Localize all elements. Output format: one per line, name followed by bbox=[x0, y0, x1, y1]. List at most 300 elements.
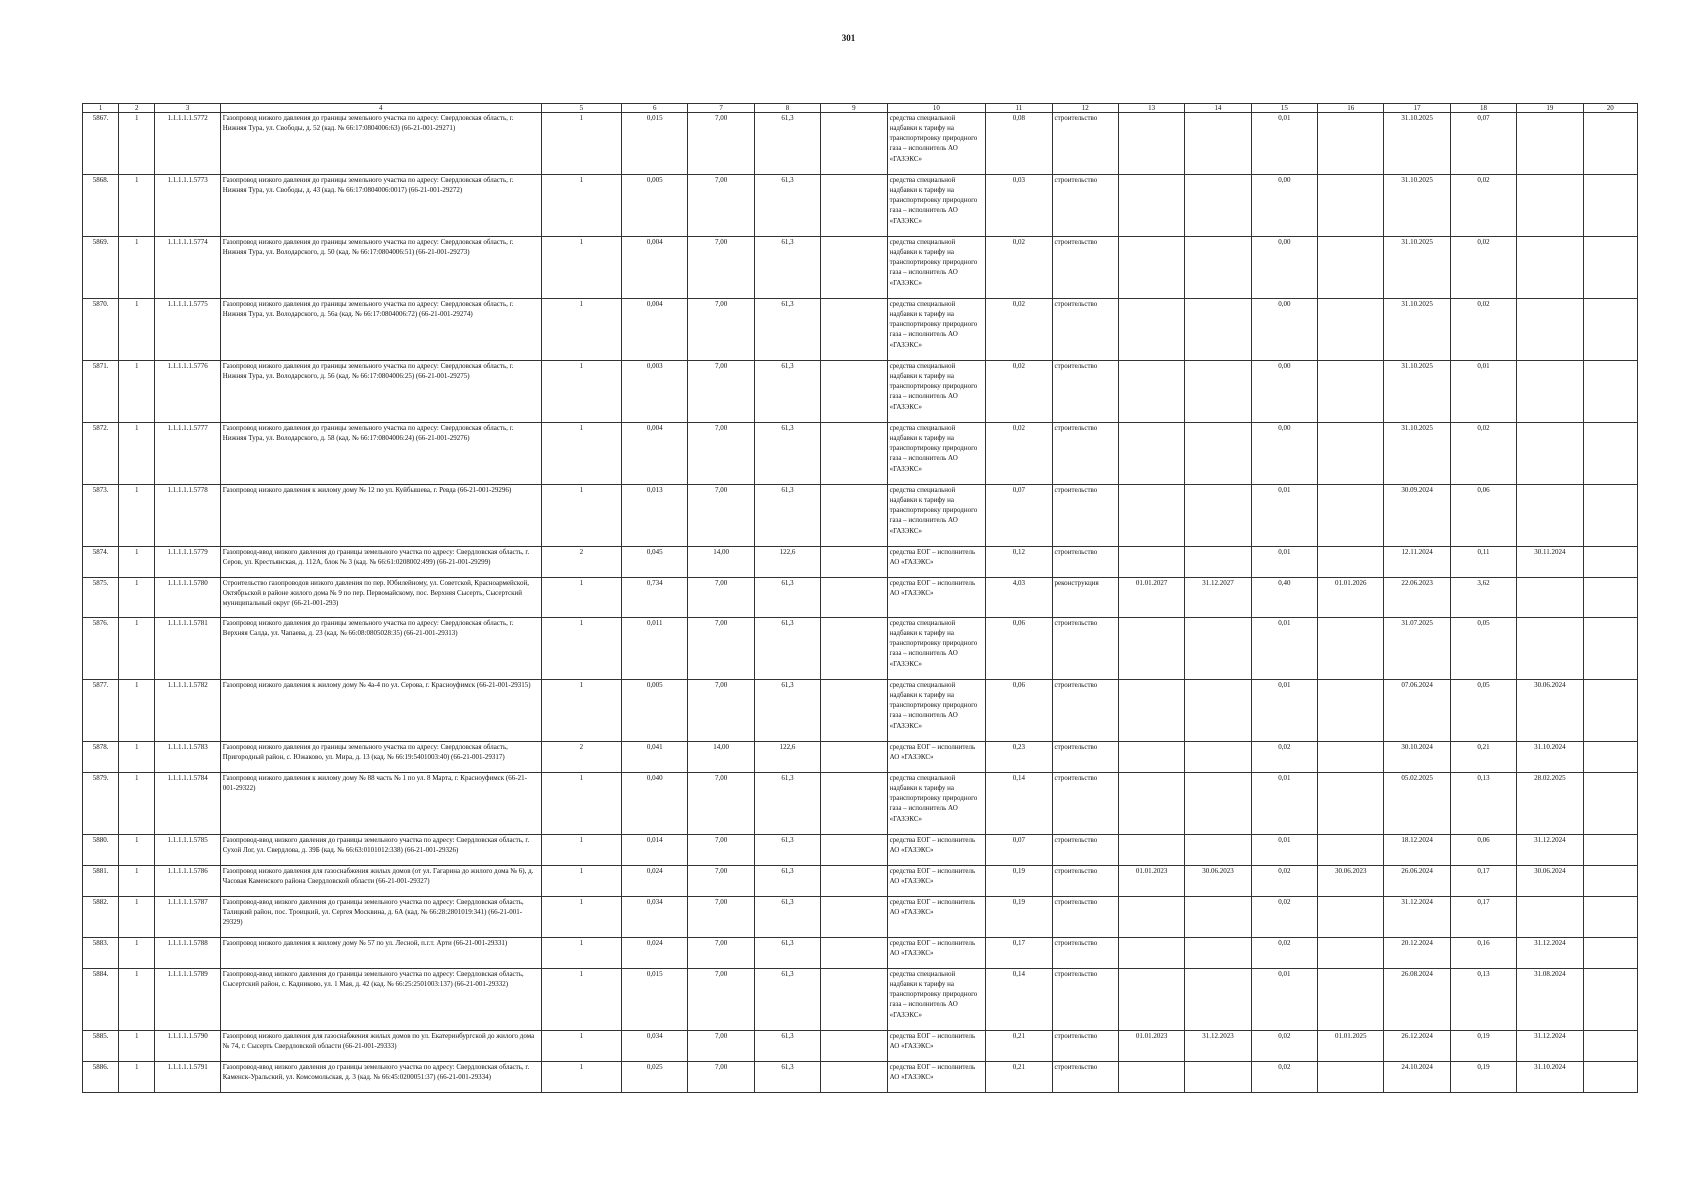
object-code: 1.1.1.1.1.5787 bbox=[155, 897, 220, 938]
object-description: Газопровод низкого давления до границы земельного участка по адресу: Свердловская область, г. Нижняя Тура, ул. Володарского, д. 50 (кад. № 66:17:0804006:51) (66-21-001-29273) bbox=[220, 237, 541, 299]
col-20-value bbox=[1583, 938, 1637, 969]
col-2-value: 1 bbox=[119, 773, 155, 835]
col-6-value: 0,024 bbox=[622, 938, 688, 969]
funding-source: средства специальной надбавки к тарифу на транспортировку природного газа – исполнитель АО «ГАЗЭКС» bbox=[887, 361, 986, 423]
col-15-value: 0,01 bbox=[1251, 680, 1317, 742]
col-9-value bbox=[821, 547, 887, 578]
column-header: 18 bbox=[1450, 104, 1516, 113]
col-17-date: 07.06.2024 bbox=[1384, 680, 1450, 742]
col-16-date bbox=[1318, 618, 1384, 680]
object-description: Газопровод низкого давления для газоснабжения жилых домов (от ул. Гагарина до жилого дома № 6), д. Часовая Каменского района Свердловской области (66-21-001-29327) bbox=[220, 866, 541, 897]
col-7-value: 7,00 bbox=[688, 1031, 754, 1062]
col-11-value: 0,19 bbox=[986, 897, 1052, 938]
table-row bbox=[83, 618, 1638, 680]
col-16-date: 01.01.2025 bbox=[1318, 1031, 1384, 1062]
col-7-value: 7,00 bbox=[688, 361, 754, 423]
object-code: 1.1.1.1.1.5778 bbox=[155, 485, 220, 547]
col-19-date bbox=[1517, 361, 1583, 423]
table-row bbox=[83, 423, 1638, 485]
col-7-value: 7,00 bbox=[688, 423, 754, 485]
row-number: 5885. bbox=[83, 1031, 119, 1062]
object-code: 1.1.1.1.1.5779 bbox=[155, 547, 220, 578]
col-16-date bbox=[1318, 485, 1384, 547]
col-18-value: 0,02 bbox=[1450, 175, 1516, 237]
col-8-value: 61,3 bbox=[754, 835, 820, 866]
column-header: 3 bbox=[155, 104, 220, 113]
col-9-value bbox=[821, 1062, 887, 1093]
col-6-value: 0,034 bbox=[622, 897, 688, 938]
col-14-date: 30.06.2023 bbox=[1185, 866, 1251, 897]
object-code: 1.1.1.1.1.5773 bbox=[155, 175, 220, 237]
table-row bbox=[83, 1062, 1638, 1093]
col-7-value: 7,00 bbox=[688, 237, 754, 299]
col-7-value: 7,00 bbox=[688, 897, 754, 938]
work-type: строительство bbox=[1052, 485, 1118, 547]
col-20-value bbox=[1583, 1062, 1637, 1093]
col-8-value: 61,3 bbox=[754, 423, 820, 485]
col-13-date bbox=[1118, 175, 1184, 237]
col-2-value: 1 bbox=[119, 969, 155, 1031]
col-7-value: 7,00 bbox=[688, 969, 754, 1031]
col-13-date bbox=[1118, 938, 1184, 969]
col-5-value: 1 bbox=[541, 299, 621, 361]
col-14-date bbox=[1185, 485, 1251, 547]
col-7-value: 7,00 bbox=[688, 113, 754, 175]
col-2-value: 1 bbox=[119, 742, 155, 773]
table-row bbox=[83, 1031, 1638, 1062]
col-13-date bbox=[1118, 1062, 1184, 1093]
col-5-value: 1 bbox=[541, 938, 621, 969]
funding-source: средства специальной надбавки к тарифу на транспортировку природного газа – исполнитель АО «ГАЗЭКС» bbox=[887, 423, 986, 485]
object-code: 1.1.1.1.1.5791 bbox=[155, 1062, 220, 1093]
col-18-value: 0,06 bbox=[1450, 485, 1516, 547]
row-number: 5882. bbox=[83, 897, 119, 938]
table-row bbox=[83, 835, 1638, 866]
col-19-date bbox=[1517, 485, 1583, 547]
object-code: 1.1.1.1.1.5780 bbox=[155, 578, 220, 618]
col-8-value: 61,3 bbox=[754, 578, 820, 618]
col-20-value bbox=[1583, 1031, 1637, 1062]
table-row bbox=[83, 361, 1638, 423]
col-5-value: 1 bbox=[541, 866, 621, 897]
col-15-value: 0,01 bbox=[1251, 969, 1317, 1031]
col-9-value bbox=[821, 742, 887, 773]
column-header: 2 bbox=[119, 104, 155, 113]
funding-source: средства специальной надбавки к тарифу на транспортировку природного газа – исполнитель АО «ГАЗЭКС» bbox=[887, 680, 986, 742]
work-type: строительство bbox=[1052, 299, 1118, 361]
col-15-value: 0,01 bbox=[1251, 835, 1317, 866]
object-description: Газопровод низкого давления к жилому дому № 57 по ул. Лесной, п.г.т. Арти (66-21-001-29331) bbox=[220, 938, 541, 969]
table-row bbox=[83, 578, 1638, 618]
col-7-value: 7,00 bbox=[688, 866, 754, 897]
col-19-date: 31.12.2024 bbox=[1517, 1031, 1583, 1062]
col-9-value bbox=[821, 423, 887, 485]
col-15-value: 0,01 bbox=[1251, 618, 1317, 680]
col-5-value: 1 bbox=[541, 773, 621, 835]
col-8-value: 122,6 bbox=[754, 547, 820, 578]
col-15-value: 0,00 bbox=[1251, 423, 1317, 485]
col-5-value: 1 bbox=[541, 969, 621, 1031]
funding-source: средства ЕОГ – исполнитель АО «ГАЗЭКС» bbox=[887, 1031, 986, 1062]
col-17-date: 26.06.2024 bbox=[1384, 866, 1450, 897]
row-number: 5872. bbox=[83, 423, 119, 485]
col-9-value bbox=[821, 618, 887, 680]
object-description: Газопровод низкого давления до границы земельного участка по адресу: Свердловская область, г. Нижняя Тура, ул. Володарского, д. 56а (кад. № 66:17:0804006:72) (66-21-001-29274) bbox=[220, 299, 541, 361]
work-type: строительство bbox=[1052, 1062, 1118, 1093]
object-code: 1.1.1.1.1.5775 bbox=[155, 299, 220, 361]
col-18-value: 0,05 bbox=[1450, 680, 1516, 742]
col-2-value: 1 bbox=[119, 1062, 155, 1093]
funding-source: средства ЕОГ – исполнитель АО «ГАЗЭКС» bbox=[887, 835, 986, 866]
col-11-value: 0,06 bbox=[986, 618, 1052, 680]
col-8-value: 61,3 bbox=[754, 680, 820, 742]
column-header: 6 bbox=[622, 104, 688, 113]
column-header: 1 bbox=[83, 104, 119, 113]
work-type: строительство bbox=[1052, 423, 1118, 485]
col-20-value bbox=[1583, 835, 1637, 866]
col-14-date bbox=[1185, 897, 1251, 938]
table-row bbox=[83, 969, 1638, 1031]
col-15-value: 0,02 bbox=[1251, 742, 1317, 773]
column-header: 12 bbox=[1052, 104, 1118, 113]
col-6-value: 0,005 bbox=[622, 680, 688, 742]
col-5-value: 1 bbox=[541, 113, 621, 175]
row-number: 5879. bbox=[83, 773, 119, 835]
work-type: строительство bbox=[1052, 897, 1118, 938]
col-13-date bbox=[1118, 485, 1184, 547]
row-number: 5874. bbox=[83, 547, 119, 578]
col-19-date bbox=[1517, 423, 1583, 485]
row-number: 5870. bbox=[83, 299, 119, 361]
table-row bbox=[83, 938, 1638, 969]
object-description: Газопровод низкого давления до границы земельного участка по адресу: Свердловская область, Пригородный район, с. Южаково, ул. Мира, д. 13 (кад. № 66:19:5401003:40) (66-21-001-29317) bbox=[220, 742, 541, 773]
col-9-value bbox=[821, 938, 887, 969]
object-description: Газопровод низкого давления до границы земельного участка по адресу: Свердловская область, г. Нижняя Тура, ул. Свободы, д. 52 (кад. № 66:17:0804006:63) (66-21-001-29271) bbox=[220, 113, 541, 175]
col-6-value: 0,025 bbox=[622, 1062, 688, 1093]
row-number: 5868. bbox=[83, 175, 119, 237]
col-7-value: 7,00 bbox=[688, 175, 754, 237]
row-number: 5884. bbox=[83, 969, 119, 1031]
col-14-date bbox=[1185, 299, 1251, 361]
work-type: строительство bbox=[1052, 742, 1118, 773]
object-code: 1.1.1.1.1.5789 bbox=[155, 969, 220, 1031]
col-19-date: 30.06.2024 bbox=[1517, 680, 1583, 742]
col-6-value: 0,014 bbox=[622, 835, 688, 866]
col-19-date: 30.06.2024 bbox=[1517, 866, 1583, 897]
col-19-date bbox=[1517, 578, 1583, 618]
col-9-value bbox=[821, 897, 887, 938]
registry-table bbox=[82, 103, 1638, 1093]
col-14-date bbox=[1185, 969, 1251, 1031]
col-6-value: 0,045 bbox=[622, 547, 688, 578]
col-17-date: 26.12.2024 bbox=[1384, 1031, 1450, 1062]
object-code: 1.1.1.1.1.5782 bbox=[155, 680, 220, 742]
col-17-date: 30.10.2024 bbox=[1384, 742, 1450, 773]
column-header: 11 bbox=[986, 104, 1052, 113]
col-14-date bbox=[1185, 835, 1251, 866]
col-5-value: 2 bbox=[541, 742, 621, 773]
col-11-value: 0,19 bbox=[986, 866, 1052, 897]
row-number: 5875. bbox=[83, 578, 119, 618]
col-14-date bbox=[1185, 113, 1251, 175]
col-19-date: 31.10.2024 bbox=[1517, 1062, 1583, 1093]
object-description: Газопровод низкого давления до границы земельного участка по адресу: Свердловская область, г. Нижняя Тура, ул. Володарского, д. 58 (кад. № 66:17:0804006:24) (66-21-001-29276) bbox=[220, 423, 541, 485]
col-14-date bbox=[1185, 742, 1251, 773]
col-17-date: 24.10.2024 bbox=[1384, 1062, 1450, 1093]
funding-source: средства ЕОГ – исполнитель АО «ГАЗЭКС» bbox=[887, 547, 986, 578]
col-2-value: 1 bbox=[119, 680, 155, 742]
col-16-date bbox=[1318, 547, 1384, 578]
object-code: 1.1.1.1.1.5777 bbox=[155, 423, 220, 485]
col-13-date bbox=[1118, 969, 1184, 1031]
col-5-value: 1 bbox=[541, 237, 621, 299]
col-11-value: 0,07 bbox=[986, 485, 1052, 547]
col-17-date: 31.12.2024 bbox=[1384, 897, 1450, 938]
col-16-date bbox=[1318, 680, 1384, 742]
col-11-value: 0,23 bbox=[986, 742, 1052, 773]
col-15-value: 0,00 bbox=[1251, 299, 1317, 361]
work-type: строительство bbox=[1052, 361, 1118, 423]
col-13-date bbox=[1118, 237, 1184, 299]
col-14-date bbox=[1185, 1062, 1251, 1093]
col-20-value bbox=[1583, 423, 1637, 485]
funding-source: средства специальной надбавки к тарифу на транспортировку природного газа – исполнитель АО «ГАЗЭКС» bbox=[887, 237, 986, 299]
col-13-date bbox=[1118, 423, 1184, 485]
funding-source: средства специальной надбавки к тарифу на транспортировку природного газа – исполнитель АО «ГАЗЭКС» bbox=[887, 175, 986, 237]
col-2-value: 1 bbox=[119, 578, 155, 618]
col-2-value: 1 bbox=[119, 866, 155, 897]
col-19-date: 31.12.2024 bbox=[1517, 835, 1583, 866]
col-8-value: 61,3 bbox=[754, 969, 820, 1031]
col-5-value: 1 bbox=[541, 175, 621, 237]
row-number: 5867. bbox=[83, 113, 119, 175]
col-6-value: 0,024 bbox=[622, 866, 688, 897]
col-15-value: 0,02 bbox=[1251, 938, 1317, 969]
col-2-value: 1 bbox=[119, 175, 155, 237]
table-row bbox=[83, 485, 1638, 547]
col-18-value: 0,02 bbox=[1450, 299, 1516, 361]
col-15-value: 0,40 bbox=[1251, 578, 1317, 618]
col-13-date bbox=[1118, 897, 1184, 938]
table-row bbox=[83, 742, 1638, 773]
col-8-value: 61,3 bbox=[754, 938, 820, 969]
col-15-value: 0,01 bbox=[1251, 113, 1317, 175]
col-20-value bbox=[1583, 113, 1637, 175]
col-2-value: 1 bbox=[119, 547, 155, 578]
column-header: 5 bbox=[541, 104, 621, 113]
col-2-value: 1 bbox=[119, 618, 155, 680]
row-number: 5876. bbox=[83, 618, 119, 680]
col-17-date: 12.11.2024 bbox=[1384, 547, 1450, 578]
col-16-date bbox=[1318, 835, 1384, 866]
table-row bbox=[83, 866, 1638, 897]
col-13-date bbox=[1118, 835, 1184, 866]
table-row bbox=[83, 175, 1638, 237]
column-number-row bbox=[83, 104, 1638, 113]
col-6-value: 0,040 bbox=[622, 773, 688, 835]
col-17-date: 31.10.2025 bbox=[1384, 175, 1450, 237]
col-8-value: 61,3 bbox=[754, 237, 820, 299]
column-header: 10 bbox=[887, 104, 986, 113]
table-row bbox=[83, 113, 1638, 175]
work-type: реконструкция bbox=[1052, 578, 1118, 618]
col-20-value bbox=[1583, 578, 1637, 618]
column-header: 20 bbox=[1583, 104, 1637, 113]
col-9-value bbox=[821, 361, 887, 423]
col-2-value: 1 bbox=[119, 237, 155, 299]
col-15-value: 0,01 bbox=[1251, 485, 1317, 547]
col-6-value: 0,011 bbox=[622, 618, 688, 680]
col-11-value: 4,03 bbox=[986, 578, 1052, 618]
object-description: Газопровод низкого давления для газоснабжения жилых домов по ул. Екатеринбургской до жилого дома № 74, г. Сысерть Свердловской области (66-21-001-29333) bbox=[220, 1031, 541, 1062]
col-9-value bbox=[821, 299, 887, 361]
object-code: 1.1.1.1.1.5790 bbox=[155, 1031, 220, 1062]
col-14-date bbox=[1185, 547, 1251, 578]
work-type: строительство bbox=[1052, 547, 1118, 578]
funding-source: средства ЕОГ – исполнитель АО «ГАЗЭКС» bbox=[887, 897, 986, 938]
col-13-date bbox=[1118, 773, 1184, 835]
col-17-date: 30.09.2024 bbox=[1384, 485, 1450, 547]
col-11-value: 0,07 bbox=[986, 835, 1052, 866]
col-15-value: 0,02 bbox=[1251, 1031, 1317, 1062]
col-15-value: 0,00 bbox=[1251, 361, 1317, 423]
row-number: 5869. bbox=[83, 237, 119, 299]
col-14-date bbox=[1185, 773, 1251, 835]
funding-source: средства специальной надбавки к тарифу на транспортировку природного газа – исполнитель АО «ГАЗЭКС» bbox=[887, 618, 986, 680]
col-6-value: 0,003 bbox=[622, 361, 688, 423]
col-16-date bbox=[1318, 938, 1384, 969]
col-11-value: 0,14 bbox=[986, 773, 1052, 835]
funding-source: средства специальной надбавки к тарифу на транспортировку природного газа – исполнитель АО «ГАЗЭКС» bbox=[887, 299, 986, 361]
col-2-value: 1 bbox=[119, 1031, 155, 1062]
object-description: Газопровод низкого давления к жилому дому № 4а-4 по ул. Серова, г. Красноуфимск (66-21-001-29315) bbox=[220, 680, 541, 742]
col-11-value: 0,03 bbox=[986, 175, 1052, 237]
col-5-value: 1 bbox=[541, 897, 621, 938]
object-code: 1.1.1.1.1.5785 bbox=[155, 835, 220, 866]
col-5-value: 1 bbox=[541, 618, 621, 680]
col-11-value: 0,06 bbox=[986, 680, 1052, 742]
col-14-date bbox=[1185, 680, 1251, 742]
col-8-value: 122,6 bbox=[754, 742, 820, 773]
col-7-value: 7,00 bbox=[688, 485, 754, 547]
col-9-value bbox=[821, 866, 887, 897]
col-17-date: 05.02.2025 bbox=[1384, 773, 1450, 835]
col-20-value bbox=[1583, 866, 1637, 897]
col-15-value: 0,02 bbox=[1251, 1062, 1317, 1093]
col-20-value bbox=[1583, 897, 1637, 938]
col-20-value bbox=[1583, 742, 1637, 773]
col-19-date: 31.10.2024 bbox=[1517, 742, 1583, 773]
col-7-value: 7,00 bbox=[688, 835, 754, 866]
column-header: 15 bbox=[1251, 104, 1317, 113]
col-6-value: 0,013 bbox=[622, 485, 688, 547]
funding-source: средства ЕОГ – исполнитель АО «ГАЗЭКС» bbox=[887, 742, 986, 773]
object-description: Газопровод-ввод низкого давления до границы земельного участка по адресу: Свердловская область, Сысертский район, с. Кадниково, ул. 1 Мая, д. 42 (кад. № 66:25:2501003:137) (66-21-001-29332) bbox=[220, 969, 541, 1031]
col-9-value bbox=[821, 773, 887, 835]
col-6-value: 0,004 bbox=[622, 299, 688, 361]
col-7-value: 7,00 bbox=[688, 938, 754, 969]
funding-source: средства специальной надбавки к тарифу на транспортировку природного газа – исполнитель АО «ГАЗЭКС» bbox=[887, 773, 986, 835]
col-18-value: 0,21 bbox=[1450, 742, 1516, 773]
col-18-value: 0,05 bbox=[1450, 618, 1516, 680]
col-16-date bbox=[1318, 361, 1384, 423]
col-18-value: 3,62 bbox=[1450, 578, 1516, 618]
registry-body bbox=[83, 113, 1638, 1093]
col-16-date bbox=[1318, 299, 1384, 361]
col-11-value: 0,02 bbox=[986, 423, 1052, 485]
table-row bbox=[83, 897, 1638, 938]
col-19-date: 31.12.2024 bbox=[1517, 938, 1583, 969]
col-15-value: 0,02 bbox=[1251, 866, 1317, 897]
work-type: строительство bbox=[1052, 938, 1118, 969]
col-7-value: 14,00 bbox=[688, 742, 754, 773]
row-number: 5886. bbox=[83, 1062, 119, 1093]
object-code: 1.1.1.1.1.5774 bbox=[155, 237, 220, 299]
col-8-value: 61,3 bbox=[754, 299, 820, 361]
col-14-date bbox=[1185, 938, 1251, 969]
col-17-date: 20.12.2024 bbox=[1384, 938, 1450, 969]
col-6-value: 0,004 bbox=[622, 423, 688, 485]
object-code: 1.1.1.1.1.5783 bbox=[155, 742, 220, 773]
col-16-date bbox=[1318, 175, 1384, 237]
column-header: 7 bbox=[688, 104, 754, 113]
col-13-date bbox=[1118, 547, 1184, 578]
col-18-value: 0,01 bbox=[1450, 361, 1516, 423]
row-number: 5880. bbox=[83, 835, 119, 866]
col-14-date bbox=[1185, 237, 1251, 299]
object-code: 1.1.1.1.1.5781 bbox=[155, 618, 220, 680]
col-19-date: 30.11.2024 bbox=[1517, 547, 1583, 578]
col-13-date bbox=[1118, 680, 1184, 742]
col-16-date bbox=[1318, 237, 1384, 299]
funding-source: средства специальной надбавки к тарифу на транспортировку природного газа – исполнитель АО «ГАЗЭКС» bbox=[887, 485, 986, 547]
col-9-value bbox=[821, 578, 887, 618]
col-5-value: 1 bbox=[541, 578, 621, 618]
col-13-date bbox=[1118, 361, 1184, 423]
col-18-value: 0,16 bbox=[1450, 938, 1516, 969]
col-18-value: 0,13 bbox=[1450, 773, 1516, 835]
col-14-date bbox=[1185, 361, 1251, 423]
table-row bbox=[83, 299, 1638, 361]
funding-source: средства ЕОГ – исполнитель АО «ГАЗЭКС» bbox=[887, 578, 986, 618]
col-7-value: 7,00 bbox=[688, 299, 754, 361]
table-row bbox=[83, 773, 1638, 835]
col-15-value: 0,01 bbox=[1251, 773, 1317, 835]
object-description: Газопровод низкого давления до границы земельного участка по адресу: Свердловская область, г. Верхняя Салда, ул. Чапаева, д. 23 (кад. № 66:08:0805028:35) (66-21-001-29313) bbox=[220, 618, 541, 680]
work-type: строительство bbox=[1052, 175, 1118, 237]
col-20-value bbox=[1583, 299, 1637, 361]
col-17-date: 31.10.2025 bbox=[1384, 423, 1450, 485]
work-type: строительство bbox=[1052, 618, 1118, 680]
funding-source: средства специальной надбавки к тарифу на транспортировку природного газа – исполнитель АО «ГАЗЭКС» bbox=[887, 113, 986, 175]
col-2-value: 1 bbox=[119, 299, 155, 361]
col-6-value: 0,004 bbox=[622, 237, 688, 299]
col-7-value: 7,00 bbox=[688, 578, 754, 618]
col-2-value: 1 bbox=[119, 113, 155, 175]
col-17-date: 31.07.2025 bbox=[1384, 618, 1450, 680]
col-20-value bbox=[1583, 969, 1637, 1031]
col-2-value: 1 bbox=[119, 897, 155, 938]
col-8-value: 61,3 bbox=[754, 1062, 820, 1093]
col-11-value: 0,02 bbox=[986, 237, 1052, 299]
column-header: 13 bbox=[1118, 104, 1184, 113]
col-16-date bbox=[1318, 113, 1384, 175]
work-type: строительство bbox=[1052, 969, 1118, 1031]
col-8-value: 61,3 bbox=[754, 897, 820, 938]
col-11-value: 0,21 bbox=[986, 1031, 1052, 1062]
col-13-date: 01.01.2023 bbox=[1118, 866, 1184, 897]
col-19-date bbox=[1517, 299, 1583, 361]
